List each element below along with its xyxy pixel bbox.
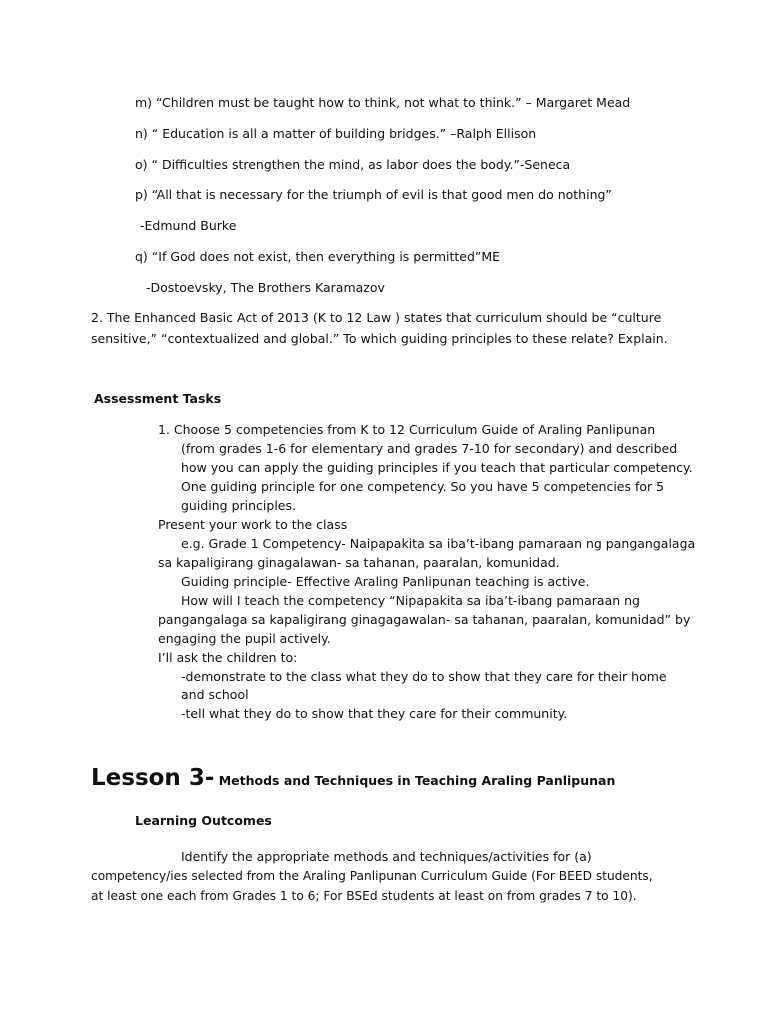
lesson-heading [91,762,615,797]
assessment-line: engaging the pupil actively. [158,631,331,646]
assessment-line: -demonstrate to the class what they do to show that they care for their home [181,669,667,684]
learning-outcomes-line: at least one each from Grades 1 to 6; For BSEd students at least on from grades 7 to 10). [91,889,637,903]
learning-outcomes-line: competency/ies selected from the Araling Panlipunan Curriculum Guide (For BEED students, [91,869,653,883]
assessment-line: 1. Choose 5 competencies from K to 12 Curriculum Guide of Araling Panlipunan [158,422,656,437]
lesson-subtitle: Methods and Techniques in Teaching Araling Panlipunan [214,773,616,788]
assessment-heading: Assessment Tasks [94,391,222,406]
assessment-line: e.g. Grade 1 Competency- Naipapakita sa iba’t-ibang pamaraan ng pangangalaga [181,536,696,551]
assessment-line: guiding principles. [181,498,296,513]
assessment-line: sa kapaligirang ginagalawan- sa tahanan, paaralan, komunidad. [158,555,560,570]
assessment-line: how you can apply the guiding principles if you teach that particular competency. [181,460,693,475]
quote-q: q) “If God does not exist, then everything is permitted”ME [135,249,501,264]
quote-q-author: -Dostoevsky, The Brothers Karamazov [146,280,385,295]
quote-p-author: -Edmund Burke [140,218,237,233]
lesson-title: Lesson 3- [91,765,215,791]
assessment-line: and school [181,687,249,702]
assessment-line: -tell what they do to show that they care for their community. [181,706,568,721]
question-2-line-2: sensitive,” “contextualized and global.” To which guiding principles to these relate? Explain. [91,331,668,346]
learning-outcomes-heading: Learning Outcomes [135,813,272,828]
quote-m: m) “Children must be taught how to think, not what to think.” – Margaret Mead [135,95,631,110]
assessment-line: One guiding principle for one competency. So you have 5 competencies for 5 [181,479,665,494]
question-2-line-1: 2. The Enhanced Basic Act of 2013 (K to 12 Law ) states that curriculum should be “culture [91,310,662,325]
quote-n: n) “ Education is all a matter of building bridges.” –Ralph Ellison [135,126,537,141]
learning-outcomes-line: Identify the appropriate methods and techniques/activities for (a) [181,849,592,864]
quote-o: o) “ Difficulties strengthen the mind, as labor does the body.”-Seneca [135,157,571,172]
assessment-line: Guiding principle- Effective Araling Panlipunan teaching is active. [181,574,590,589]
assessment-line: I’ll ask the children to: [158,650,298,665]
assessment-line: How will I teach the competency “Nipapakita sa iba’t-ibang pamaraan ng [181,593,640,608]
assessment-line: Present your work to the class [158,517,348,532]
quote-p: p) “All that is necessary for the triumph of evil is that good men do nothing” [135,187,612,202]
assessment-line: pangangalaga sa kapaligirang ginagagawalan- sa tahanan, paaralan, komunidad” by [158,612,691,627]
assessment-line: (from grades 1-6 for elementary and grades 7-10 for secondary) and described [181,441,678,456]
